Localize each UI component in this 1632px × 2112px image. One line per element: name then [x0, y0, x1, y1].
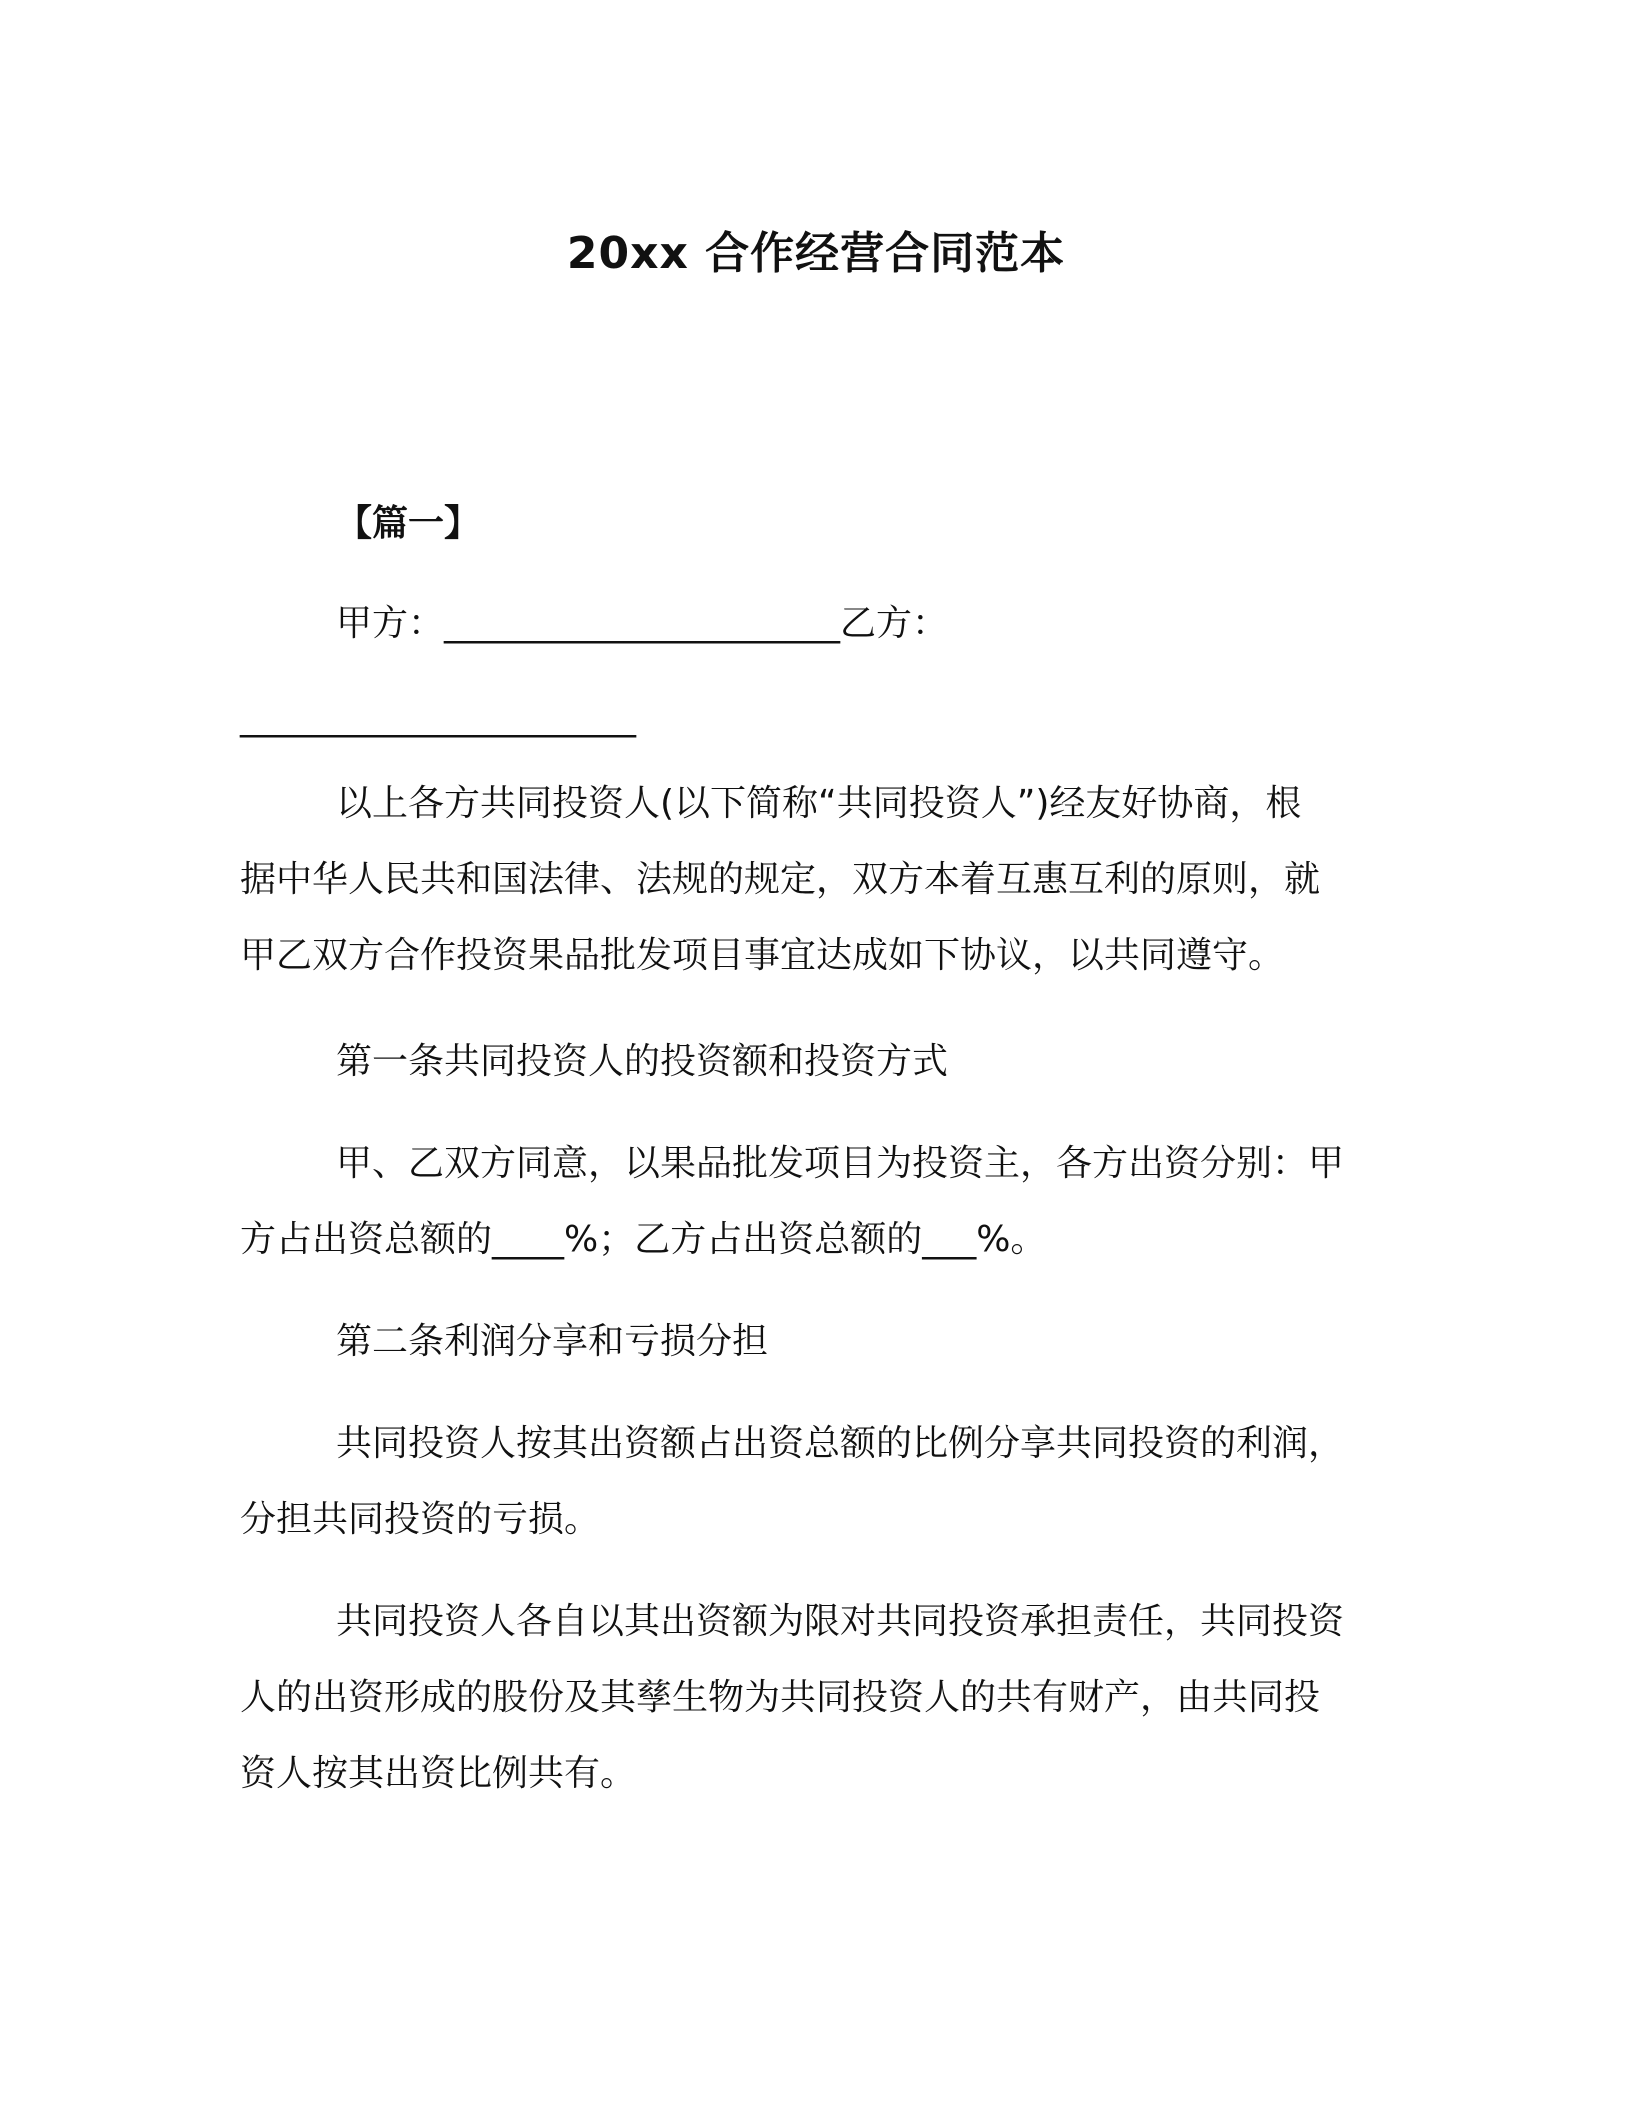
article-2-para-1-line-1: 共同投资人按其出资额占出资总额的比例分享共同投资的利润，: [336, 1423, 1345, 1464]
article-2-para-1-line-2: 分担共同投资的亏损。: [240, 1499, 601, 1540]
article-1-line-2: 方占出资总额的____%；乙方占出资总额的___%。: [240, 1219, 1047, 1260]
article-1-line-1: 甲、乙双方同意，以果品批发项目为投资主，各方出资分别：甲: [336, 1143, 1345, 1184]
article-2-para-2-line-1: 共同投资人各自以其出资额为限对共同投资承担责任，共同投资: [336, 1601, 1345, 1642]
parties-line-continued: ______________________: [240, 697, 636, 738]
section-marker: 【篇一】: [336, 503, 481, 544]
document-title: 20xx 合作经营合同范本: [566, 228, 1066, 279]
article-2-heading: 第二条利润分享和亏损分担: [336, 1321, 769, 1362]
article-1-heading: 第一条共同投资人的投资额和投资方式: [336, 1041, 949, 1082]
article-2-para-2-line-3: 资人按其出资比例共有。: [240, 1753, 637, 1794]
parties-line: 甲方：______________________乙方：: [336, 603, 949, 644]
intro-line-2: 据中华人民共和国法律、法规的规定，双方本着互惠互利的原则，就: [240, 859, 1321, 900]
intro-line-3: 甲乙双方合作投资果品批发项目事宜达成如下协议，以共同遵守。: [240, 935, 1285, 976]
article-2-para-2-line-2: 人的出资形成的股份及其孳生物为共同投资人的共有财产，由共同投: [240, 1677, 1321, 1718]
intro-line-1: 以上各方共同投资人(以下简称“共同投资人”)经友好协商，根: [336, 783, 1302, 824]
